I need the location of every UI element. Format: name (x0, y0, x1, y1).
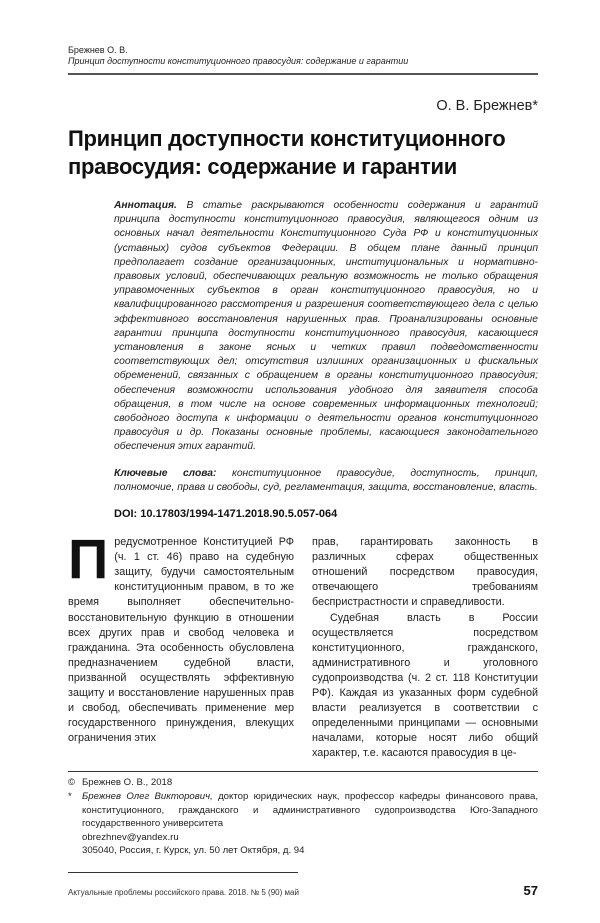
right-column-paragraph-2: Судебная власть в России осуществляется посредством конституционного, гражданского, административного и уголовного судопроизводства (ч. 2 ст. 118 Конституции РФ). Каждая из указанных форм судебной власти реализуется в соответствии с определенными принципами — основными началами, которые носят либо общий характер, т.е. касаются правосудия в це- (312, 611, 538, 760)
author-byline: О. В. Брежнев* (436, 98, 538, 114)
author-affiliation: доктор юридических наук, профессор кафедры финансового права, конституционного, гражданского и административного судопроизводства Юго-Западного государственного университета (82, 791, 538, 830)
header-divider (68, 73, 538, 75)
doi[interactable]: DOI: 10.17803/1994-1471.2018.90.5.057-064 (114, 508, 338, 521)
keywords-label: Ключевые слова: (114, 467, 217, 479)
footer-divider (68, 872, 298, 873)
article-title: Принцип доступности конституционного правосудия: содержание и гарантии (68, 126, 506, 179)
abstract-text: В статье раскрываются особенности содержания и гарантий принципа доступности конституционного правосудия, являющегося одним из основных начал деятельности Конституционного Суда РФ и конституционных (уставных) судов субъектов Федерации. В общем плане данный принцип предполагает создание организационных, институциональных и нормативно-правовых условий, обеспечивающих реальную возможность не только обращения управомоченных субъектов в орган конституционного правосудия, но и квалифицированного рассмотрения и разрешения соответствующего дела с целью эффективного восстановления нарушенных прав. Проанализированы основные гарантии принципа доступности конституционного правосудия, касающиеся установления в законе ясных и четких правил подведомственности соответствующих дел; отсутствия излишних организационных и фискальных обременений, связанных с обращением в органы конституционного правосудия; обеспечения возможности использования удобного для заявителя способа обращения, в том числе на основе современных информационных технологий; свободного доступа к информации о деятельности органов конституционного правосудия и др. Показаны основные проблемы, касающиеся законодательного обеспечения этих гарантий. (114, 200, 538, 453)
page-footer (68, 858, 538, 899)
asterisk-icon: * (68, 791, 72, 803)
body-column-right (312, 535, 538, 761)
author-email[interactable]: obrezhnev@yandex.ru (82, 831, 179, 843)
footnotes (68, 776, 538, 858)
body-columns (68, 527, 538, 761)
keywords (114, 467, 538, 495)
running-head-title: Принцип доступности конституционного правосудия: содержание и гарантии (68, 56, 409, 66)
running-head (68, 45, 538, 67)
footnote-divider (68, 771, 538, 772)
author-address: 305040, Россия, г. Курск, ул. 50 лет Октября, д. 94 (82, 845, 305, 857)
right-column-paragraph-1: прав, гарантировать законность в различных сферах общественных отношений посредством правосудия, отвечающего требованиям беспристрастности и справедливости. (312, 536, 538, 609)
journal-reference: Актуальные проблемы российского права. 2018. № 5 (90) май (68, 888, 299, 898)
copyright-text: Брежнев О. В., 2018 (82, 777, 173, 789)
drop-cap: П (68, 527, 109, 591)
abstract-label: Аннотация. (114, 200, 177, 211)
body-column-left (68, 527, 294, 761)
page-number: 57 (523, 883, 538, 899)
copyright-icon: © (68, 777, 76, 789)
running-head-author: Брежнев О. В. (68, 45, 128, 55)
left-column-text: редусмотренное Конституцией РФ (ч. 1 ст. 46) право на судебную защиту, будучи самостоятельным конституционным правом, в то же время выполняет обеспечительно-восстановительную функцию в отношении всех других прав и свобод человека и гражданина. Эта особенность обусловлена предназначением судебной власти, призванной осуществлять эффективную защиту и восстановление нарушенных прав и свобод, обеспечивать применение мер государственного принуждения, влекущих ограничения этих (68, 536, 294, 745)
keywords-text: конституционное правосудие, доступность, принцип, полномочие, права и свободы, суд, регламентация, защита, восстановление, власть. (114, 467, 538, 493)
author-full-name: Брежнев Олег Викторович, (82, 791, 213, 803)
abstract (114, 199, 538, 455)
copyright-footnote (68, 776, 538, 790)
